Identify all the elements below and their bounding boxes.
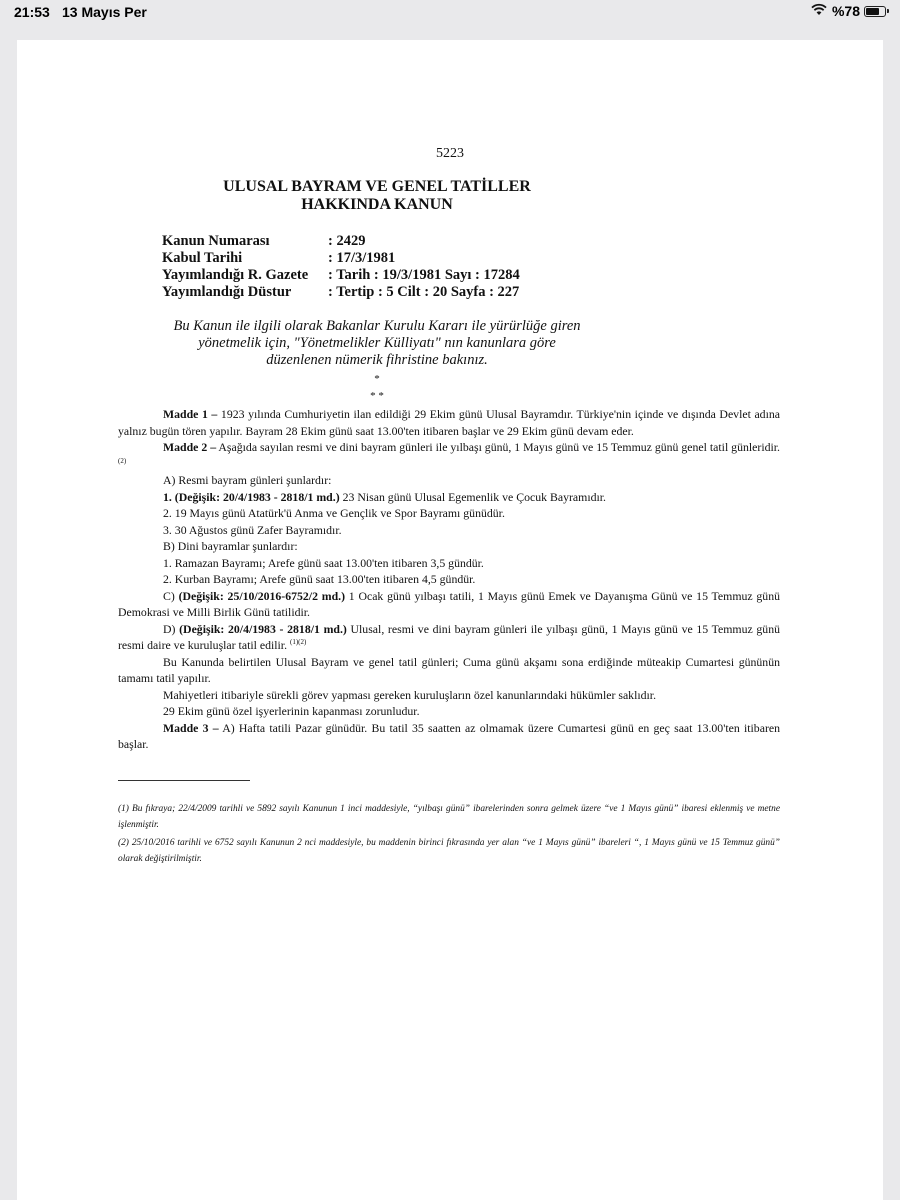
footnote-2: (2) 25/10/2016 tarihli ve 6752 sayılı Kanunun 2 nci maddesiyle, bu maddenin birinci fıkrasında yer alan “ve 1 Mayıs günü” ibareleri “, 1 Mayıs günü ve 15 Temmuz günü” olarak değiştirilmiştir. [118,838,780,865]
paragraph-text: 1 Ocak günü yılbaşı tatili, 1 Mayıs günü Emek ve Dayanışma Günü ve 15 Temmuz günü Demokrasi ve Milli Birlik Günü tatilidir. [118,588,780,619]
madde-label: Madde 1 – [163,407,218,421]
paragraph-text: Ulusal, resmi ve dini bayram günleri ile yılbaşı günü, 1 Mayıs günü ve 15 Temmuz günü resmi daire ve kuruluşlar tatil edilir. [118,621,780,652]
paragraph-29-ekim: 29 Ekim günü özel işyerlerinin kapanması zorunludur. [163,704,420,718]
meta-row [162,267,520,284]
meta-value: : Tarih : 19/3/1981 Sayı : 17284 [328,267,520,283]
list-item-b1: 1. Ramazan Bayramı; Arefe günü saat 13.00'ten itibaren 3,5 gündür. [163,555,484,570]
meta-row [162,233,520,250]
meta-label: Yayımlandığı Düstur [162,284,292,300]
list-item-b2: 2. Kurban Bayramı; Arefe günü saat 13.00'ten itibaren 4,5 gündür. [163,572,476,586]
footnote-ref[interactable]: (2) [118,456,127,465]
list-item-a2: 2. 19 Mayıs günü Atatürk'ü Anma ve Gençlik ve Spor Bayramı günüdür. [163,506,505,520]
paragraph-cuma: Bu Kanunda belirtilen Ulusal Bayram ve genel tatil günleri; Cuma günü akşamı sona erdiğinde müteakip Cumartesi gününün tamamı tatil yapılır. [118,654,780,685]
meta-label: Kanun Numarası [162,233,270,249]
meta-label: Yayımlandığı R. Gazete [162,267,309,283]
battery-level [866,8,879,15]
meta-label: Kabul Tarihi [162,250,243,266]
amendment-label: (Değişik: 20/4/1983 - 2818/1 md.) [179,621,347,636]
meta-row [162,284,520,301]
status-right [810,3,886,19]
meta-value: : 2429 [328,233,366,249]
madde-text: A) Hafta tatili Pazar günüdür. Bu tatil 35 saatten az olmamak üzere Cumartesi günü en geç saat 13.00'ten itibaren başlar. [118,720,781,751]
madde-2 [118,439,780,472]
madde-text: 1923 yılında Cumhuriyetin ilan edildiği 29 Ekim günü Ulusal Bayramdır. Türkiye'nin içinde ve dışında Devlet adına yalnız bugün tören yapılır. Bayram 28 Ekim günü saat 13.00'ten itibaren başlar ve 29 Ekim günü devam eder. [118,407,780,438]
meta-value: : 17/3/1981 [328,250,396,266]
amendment-label: (Değişik: 25/10/2016-6752/2 md.) [178,588,346,603]
footnote-ref[interactable]: (1)(2) [290,638,307,646]
regulation-note [17,318,737,369]
document-page[interactable] [17,40,883,1200]
paragraph-c [118,588,780,621]
madde-label: Madde 3 – [163,720,219,735]
list-item-a1 [118,489,780,506]
battery-percent: %78 [831,3,860,19]
status-bar [0,0,900,26]
note-line: yönetmelik için, "Yönetmelikler Külliyatı" nın kanunlara göre [198,335,556,351]
footnote-divider [118,780,250,781]
paragraph-d [118,621,780,654]
document-number: 5223 [436,146,464,161]
item-prefix: D) [163,621,180,636]
law-body [118,406,780,753]
status-time: 21:53 [14,4,50,20]
amendment-label: 1. (Değişik: 20/4/1983 - 2818/1 md.) [163,489,340,504]
note-line: düzenlenen nümerik fihristine bakınız. [266,352,488,368]
asterisk-separator: * * [370,390,384,402]
footnote-1: (1) Bu fıkraya; 22/4/2009 tarihli ve 5892 sayılı Kanunun 1 inci maddesiyle, “yılbaşı günü” ibarelerinden sonra gelmek üzere “ve 1 Mayıs günü” ibaresi eklenmiş ve metne işlenmiştir. [118,804,780,831]
madde-1 [118,406,780,439]
list-heading-a: A) Resmi bayram günleri şunlardır: [163,473,332,487]
law-title-line2: HAKKINDA KANUN [301,196,453,213]
wifi-icon [810,3,828,19]
meta-row [162,250,520,267]
meta-value: : Tertip : 5 Cilt : 20 Sayfa : 227 [328,284,520,300]
item-prefix: C) [163,588,179,603]
list-item-a3: 3. 30 Ağustos günü Zafer Bayramıdır. [163,522,342,537]
law-title-line1: ULUSAL BAYRAM VE GENEL TATİLLER [223,178,531,195]
note-line: Bu Kanun ile ilgili olarak Bakanlar Kurulu Kararı ile yürürlüğe giren [173,318,581,334]
law-meta [162,233,520,301]
status-date: 13 Mayıs Per [62,4,147,20]
madde-3 [118,720,780,753]
list-heading-b: B) Dini bayramlar şunlardır: [163,539,298,553]
law-title [17,178,737,214]
madde-label: Madde 2 – [163,440,217,454]
paragraph-mahiyet: Mahiyetleri itibariyle sürekli görev yapması gereken kuruluşların özel kanunlarındaki hükümler saklıdır. [163,687,657,702]
asterisk-separator: * [374,373,380,385]
battery-icon [864,6,886,17]
list-item-text: 23 Nisan günü Ulusal Egemenlik ve Çocuk Bayramıdır. [339,489,606,504]
madde-text: Aşağıda sayılan resmi ve dini bayram günleri ile yılbaşı günü, 1 Mayıs günü ve 15 Temmuz günü genel tatil günleridir. [216,440,780,454]
